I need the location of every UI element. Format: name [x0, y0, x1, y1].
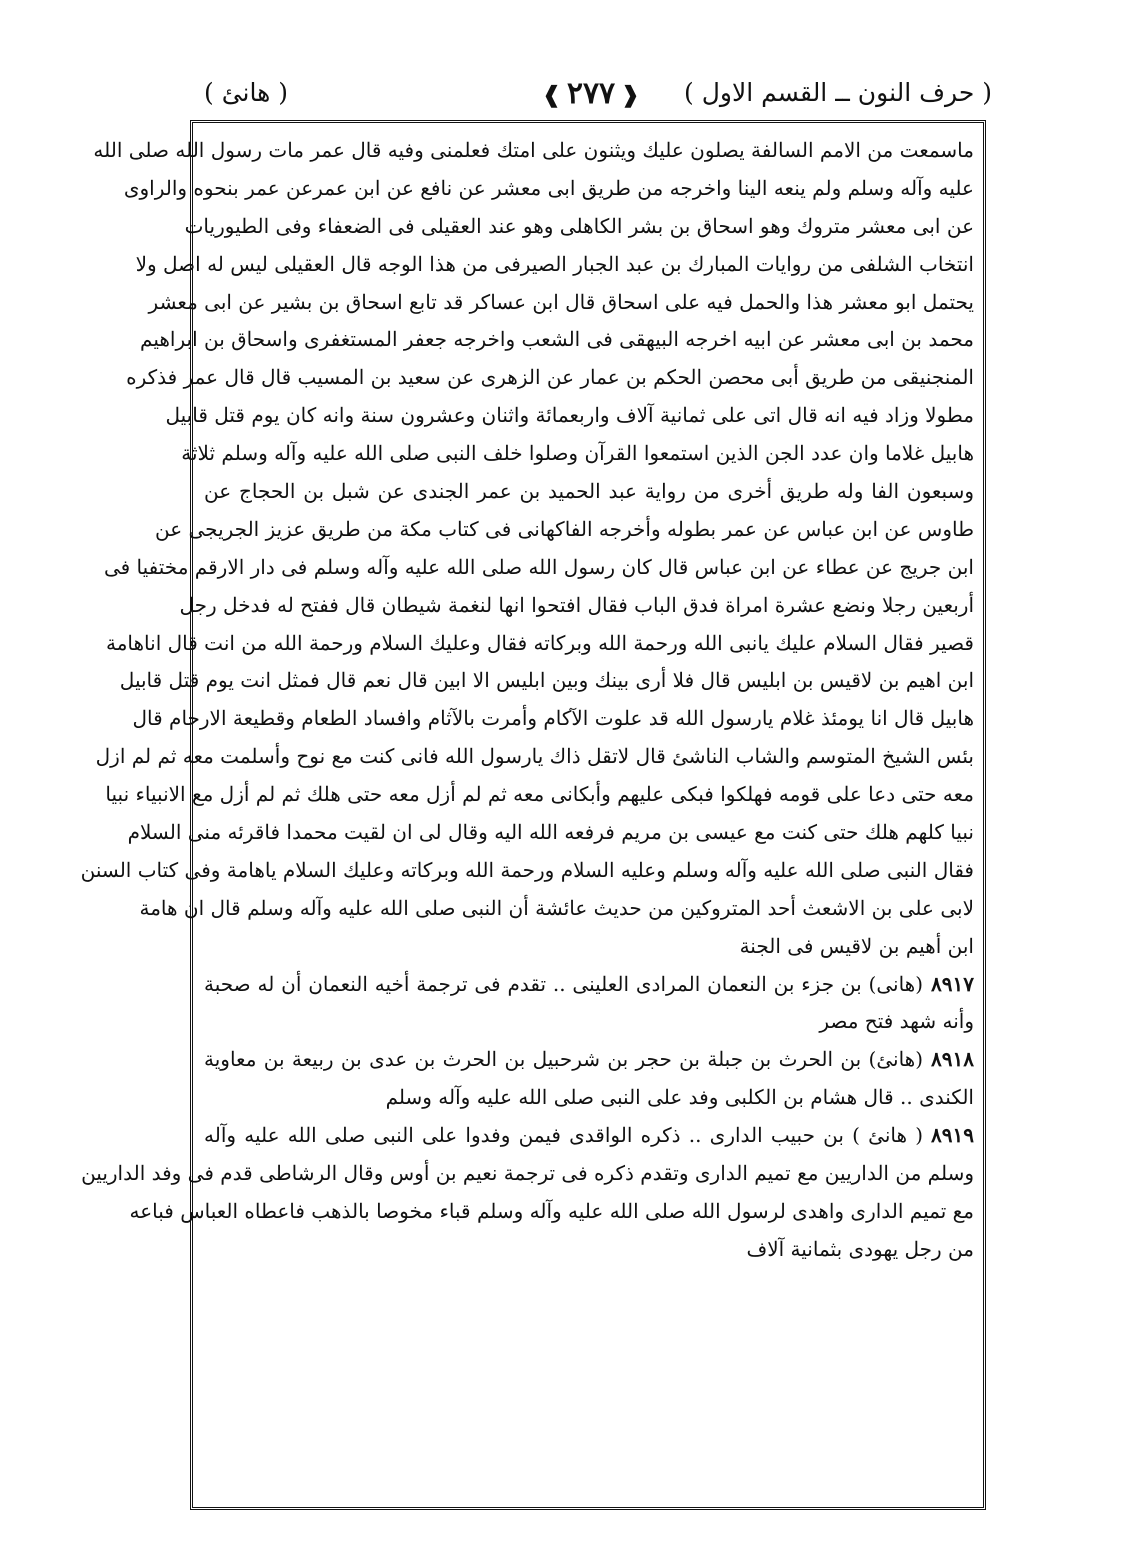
text-line: هابيل غلاما وان عدد الجن الذين استمعوا القرآن وصلوا خلف النبى صلى الله عليه وآله وسلم ثلاثة — [181, 441, 974, 466]
text-line: عن ابى معشر متروك وهو اسحاق بن بشر الكاهلى وهو عند العقيلى فى الضعفاء وفى الطيوريات — [184, 213, 974, 238]
entry-line: من رجل يهودى بثمانية آلاف — [746, 1236, 974, 1261]
text-line: مطولا وزاد فيه انه قال اتى على ثمانية آلاف واربعمائة واثنان وعشرون سنة وانه كان يوم قتل قابيل — [165, 403, 974, 428]
entry-first-line — [204, 966, 974, 1004]
text-line: نبيا كلهم هلك حتى كنت مع عيسى بن مريم فرفعه الله اليه وقال لى ان لقيت محمدا فاقرئه منى السلام — [127, 820, 974, 845]
body-text — [80, 132, 974, 1269]
text-line: ابن جريج عن عطاء عن ابن عباس قال كان رسول الله صلى الله عليه وآله وسلم فى دار الارقم مختفيا فى — [103, 554, 974, 579]
entry-text: (هانى) بن جزء بن النعمان المرادى العلينى .. تقدم فى ترجمة أخيه النعمان أن له صحبة — [204, 971, 924, 996]
text-line: ابن أهيم بن لاقيس فى الجنة — [739, 933, 974, 958]
entry-number: ٨٩١٩ — [931, 1123, 974, 1148]
entry-line: وسلم من الداريين مع تميم الدارى وتقدم ذكره فى ترجمة نعيم بن أوس وقال الرشاطى قدم فى وفد الداريين — [81, 1161, 974, 1186]
entry-first-line — [204, 1117, 974, 1155]
entry-line: الكندى .. قال هشام بن الكلبى وفد على النبى صلى الله عليه وآله وسلم — [385, 1085, 974, 1110]
entry-line: وأنه شهد فتح مصر — [819, 1009, 974, 1034]
text-line: فقال النبى صلى الله عليه وآله وسلم وعليه السلام ورحمة الله وبركاته وعليك السلام ياهامة وفى كتاب السنن — [80, 857, 974, 882]
text-line: لابى على بن الاشعث أحد المتروكين من حديث عائشة أن النبى صلى الله عليه وآله وسلم قال ان هامة — [139, 895, 974, 920]
text-line: عليه وآله وسلم ولم ينعه الينا واخرجه من طريق ابى معشر عن نافع عن ابن عمرعن عمر بنحوه والراوى — [123, 175, 974, 200]
text-line: طاوس عن ابن عباس عن عمر بطوله وأخرجه الفاكهانى فى كتاب مكة من طريق عزيز الجريجى عن — [154, 516, 974, 541]
running-head-section: ( حرف النون ــ القسم الاول ) — [684, 78, 992, 107]
text-line: ابن اهيم بن لاقيس بن ابليس قال فلا أرى بينك وبين ابليس الا ابين قال نعم قال فمثل انت يوم قتل قابيل — [119, 668, 974, 693]
text-line: هابيل قال انا يومئذ غلام يارسول الله قد علوت الآكام وأمرت بالآثام وافساد الطعام وقطيعة الارحام قال — [132, 706, 974, 731]
running-head-word: ( هانئ ) — [204, 78, 288, 107]
text-line: أربعين رجلا ونضع عشرة امراة فدق الباب فقال افتحوا انها لنغمة شيطان قال ففتح له فدخل رجل — [179, 592, 974, 617]
text-line: بئس الشيخ المتوسم والشاب الناشئ قال لاتقل ذاك يارسول الله فانى كنت مع نوح وأسلمت معه ثم لم ازل — [95, 744, 974, 769]
text-line: معه حتى دعا على قومه فهلكوا فبكى عليهم وأبكانى معه ثم لم أزل معه حتى هلك ثم لم أزل مع الانبياء نبيا — [105, 782, 974, 807]
entry-first-line — [204, 1041, 974, 1079]
page-number — [536, 76, 645, 111]
text-line: يحتمل ابو معشر هذا والحمل فيه على اسحاق قال ابن عساكر قد تابع اسحاق بن بشير عن ابى معشر — [148, 289, 974, 314]
entry-line: مع تميم الدارى واهدى لرسول الله صلى الله عليه وآله وسلم قباء مخوصا بالذهب فاعطاه العباس فباعه — [129, 1198, 974, 1223]
page-number-ornament-right: ❱ — [621, 82, 640, 108]
page-number-value: ٢٧٧ — [566, 76, 616, 111]
entry-number: ٨٩١٨ — [931, 1047, 974, 1072]
page-header — [190, 72, 992, 118]
entry-text: ( هانئ ) بن حبيب الدارى .. ذكره الواقدى فيمن وفدوا على النبى صلى الله عليه وآله — [204, 1123, 924, 1148]
text-line: وسبعون الفا وله طريق أخرى من رواية عبد الحميد بن عمر الجندى عن شبل بن الحجاج عن — [204, 479, 974, 504]
entry-text: (هانئ) بن الحرث بن جبلة بن حجر بن شرحبيل بن الحرث بن عدى بن ربيعة بن معاوية — [204, 1047, 924, 1072]
text-line: انتخاب الشلفى من روايات المبارك بن عبد الجبار الصيرفى من هذا الوجه قال العقيلى ليس له اصل ولا — [135, 251, 974, 276]
entry-number: ٨٩١٧ — [931, 971, 974, 996]
page-number-ornament-left: ❰ — [542, 82, 561, 108]
text-line: قصير فقال السلام عليك يانبى الله ورحمة الله وبركاته فقال وعليك السلام ورحمة الله من انت قال اناهامة — [105, 630, 974, 655]
text-line: ماسمعت من الامم السالفة يصلون عليك ويثنون على امتك فعلمنى وفيه قال عمر مات رسول الله صلى الله — [93, 138, 974, 162]
text-line: محمد بن ابى معشر عن ابيه اخرجه البيهقى فى الشعب واخرجه جعفر المستغفرى واسحاق بن ابراهيم — [140, 327, 974, 352]
text-line: المنجنيقى من طريق أبى محصن الحكم بن عمار عن الزهرى عن سعيد بن المسيب قال قال عمر فذكره — [126, 365, 974, 390]
